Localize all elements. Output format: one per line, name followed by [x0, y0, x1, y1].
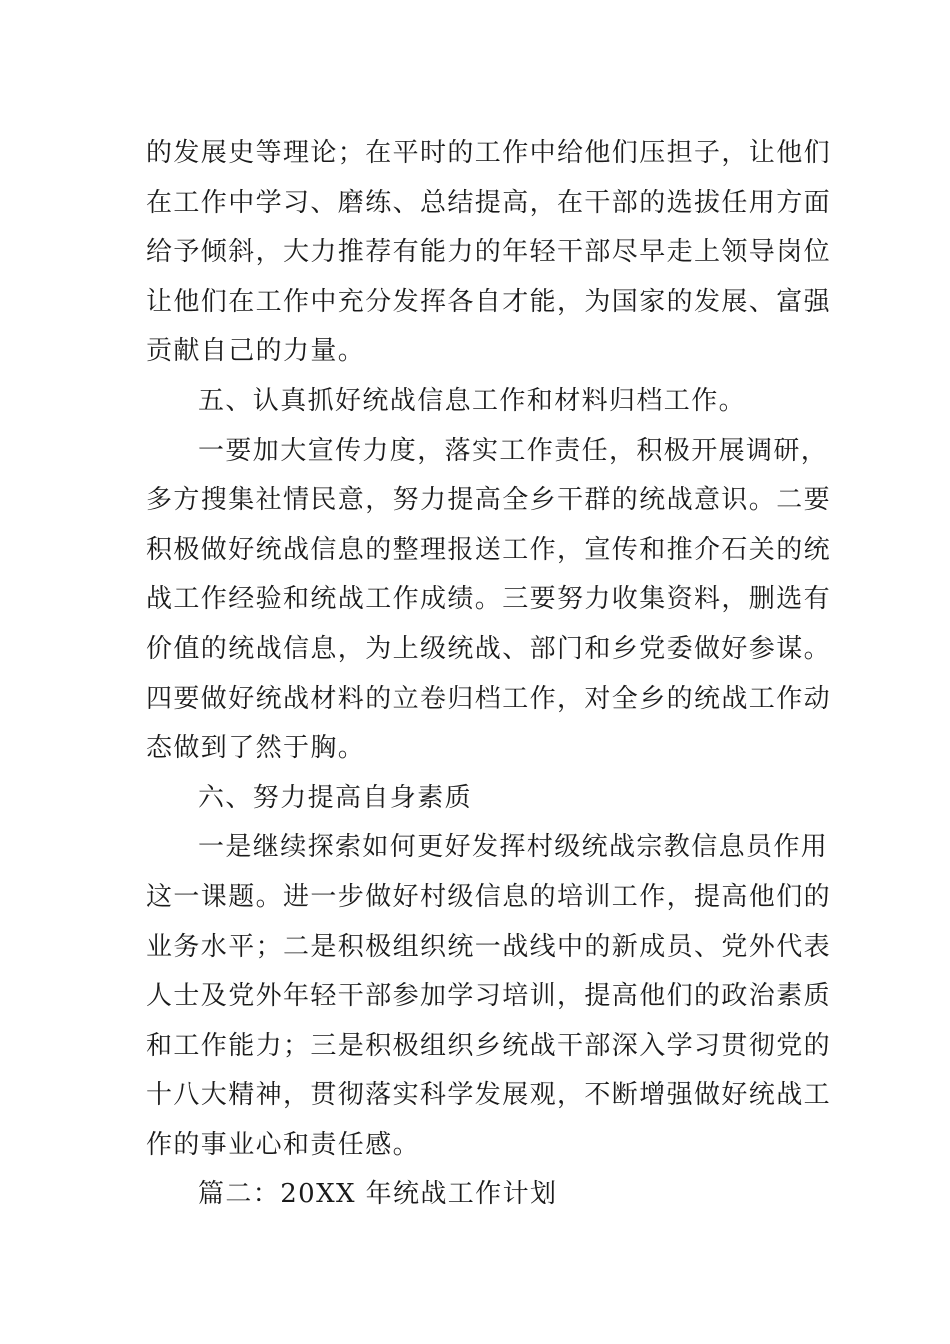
paragraph-line: 战工作经验和统战工作成绩。三要努力收集资料，删选有: [146, 584, 832, 615]
paragraph-line: 的发展史等理论；在平时的工作中给他们压担子，让他们: [146, 138, 832, 168]
paragraph-line: 积极做好统战信息的整理报送工作，宣传和推介石关的统: [146, 534, 832, 565]
paragraph-line: 十八大精神，贯彻落实科学发展观，不断增强做好统战工: [146, 1080, 832, 1111]
paragraph-line: 一要加大宣传力度，落实工作责任，积极开展调研，: [198, 435, 829, 466]
paragraph-line: 一是继续探索如何更好发挥村级统战宗教信息员作用: [198, 832, 829, 863]
paragraph-line: 在工作中学习、磨练、总结提高，在干部的选拔任用方面: [146, 187, 832, 218]
part-heading: 篇二：20XX 年统战工作计划: [198, 1179, 558, 1210]
paragraph-line: 这一课题。进一步做好村级信息的培训工作，提高他们的: [146, 881, 832, 912]
paragraph-line: 给予倾斜，大力推荐有能力的年轻干部尽早走上领导岗位: [146, 237, 832, 268]
paragraph-line: 价值的统战信息，为上级统战、部门和乡党委做好参谋。: [146, 633, 832, 664]
paragraph-line: 人士及党外年轻干部参加学习培训，提高他们的政治素质: [146, 981, 832, 1012]
paragraph-line: 四要做好统战材料的立卷归档工作，对全乡的统战工作动: [146, 683, 832, 714]
paragraph-line: 和工作能力；三是积极组织乡统战干部深入学习贯彻党的: [146, 1030, 832, 1061]
paragraph-line: 让他们在工作中充分发挥各自才能，为国家的发展、富强: [146, 286, 832, 317]
section-heading-5: 五、认真抓好统战信息工作和材料归档工作。: [198, 385, 747, 416]
paragraph-line: 作的事业心和责任感。: [146, 1129, 421, 1160]
paragraph-line: 贡献自己的力量。: [146, 336, 366, 367]
document-body: [146, 129, 832, 1220]
paragraph-line: 态做到了然于胸。: [146, 733, 366, 764]
section-heading-6: 六、努力提高自身素质: [198, 782, 473, 813]
paragraph-line: 业务水平；二是积极组织统一战线中的新成员、党外代表: [146, 931, 832, 962]
paragraph-line: 多方搜集社情民意，努力提高全乡干群的统战意识。二要: [146, 485, 832, 516]
